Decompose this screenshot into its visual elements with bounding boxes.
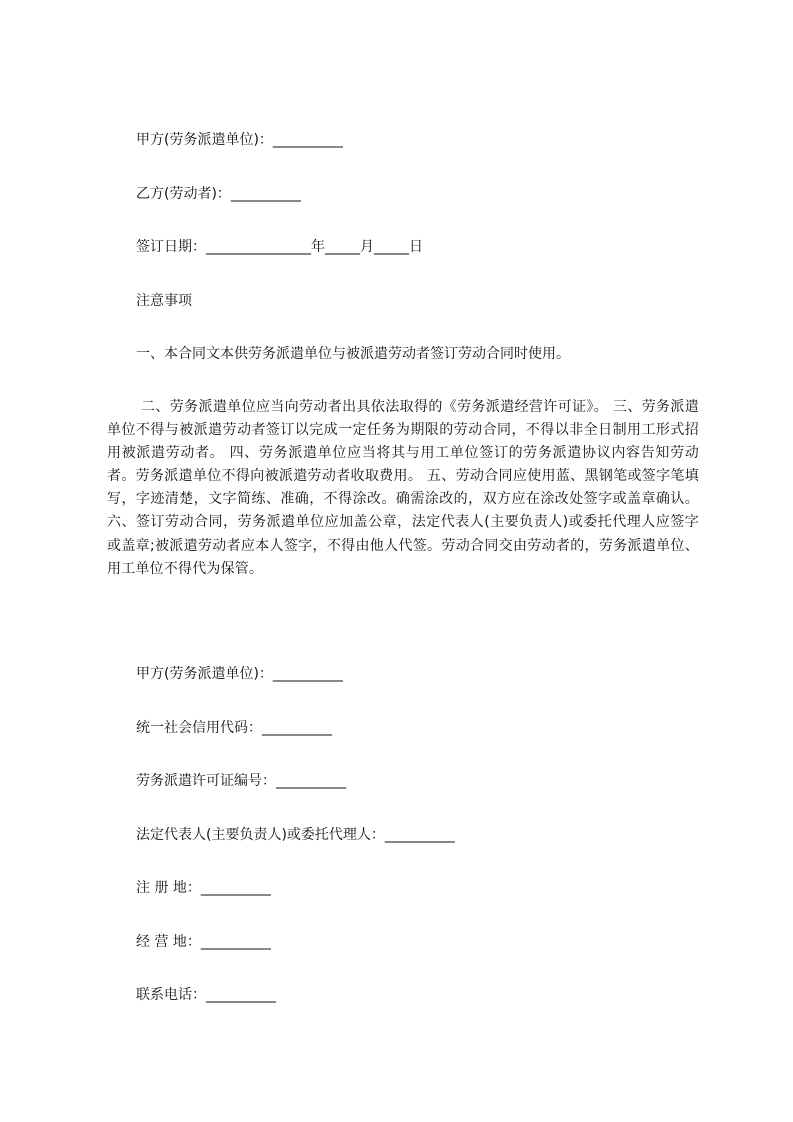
party-a-registered-address: 注 册 地：__________ <box>136 880 271 896</box>
party-a-license-number: 劳务派遣许可证编号：__________ <box>136 773 346 789</box>
party-a-business-address: 经 营 地：__________ <box>136 934 271 950</box>
notes-items-paragraph: 二、劳务派遣单位应当向劳动者出具依法取得的《劳务派遣经营许可证》。 三、劳务派遣单位不得与被派遣劳动者签订以完成一定任务为期限的劳动合同，不得以非全日制用工形式招用被派遣劳动者。 四、劳务派遣单位应当将其与用工单位签订的劳务派遣协议内容告知劳动者。劳务派遣单位不得向被派遣劳动者收取费用。 五、劳动合同应使用蓝、黑钢笔或签字笔填写，字迹清楚，文字简练、准确，不得涂改。确需涂改的，双方应在涂改处签字或盖章确认。 六、签订劳动合同，劳务派遣单位应加盖公章，法定代表人(主要负责人)或委托代理人应签字或盖章;被派遣劳动者应本人签字，不得由他人代签。劳动合同交由劳动者的，劳务派遣单位、用工单位不得代为保管。 <box>107 399 699 577</box>
party-a-line: 甲方(劳务派遣单位)：__________ <box>136 132 343 148</box>
party-b-line: 乙方(劳动者)：__________ <box>136 186 301 202</box>
sign-date-line: 签订日期：_______________年_____月_____日 <box>136 239 423 255</box>
party-a-info-name: 甲方(劳务派遣单位)：__________ <box>136 666 343 682</box>
party-a-phone: 联系电话：__________ <box>136 987 276 1003</box>
party-a-credit-code: 统一社会信用代码：__________ <box>136 720 332 736</box>
notes-item-1: 一、本合同文本供劳务派遣单位与被派遣劳动者签订劳动合同时使用。 <box>136 346 570 362</box>
party-a-legal-representative: 法定代表人(主要负责人)或委托代理人：__________ <box>136 827 455 843</box>
notes-title: 注意事项 <box>136 293 192 309</box>
